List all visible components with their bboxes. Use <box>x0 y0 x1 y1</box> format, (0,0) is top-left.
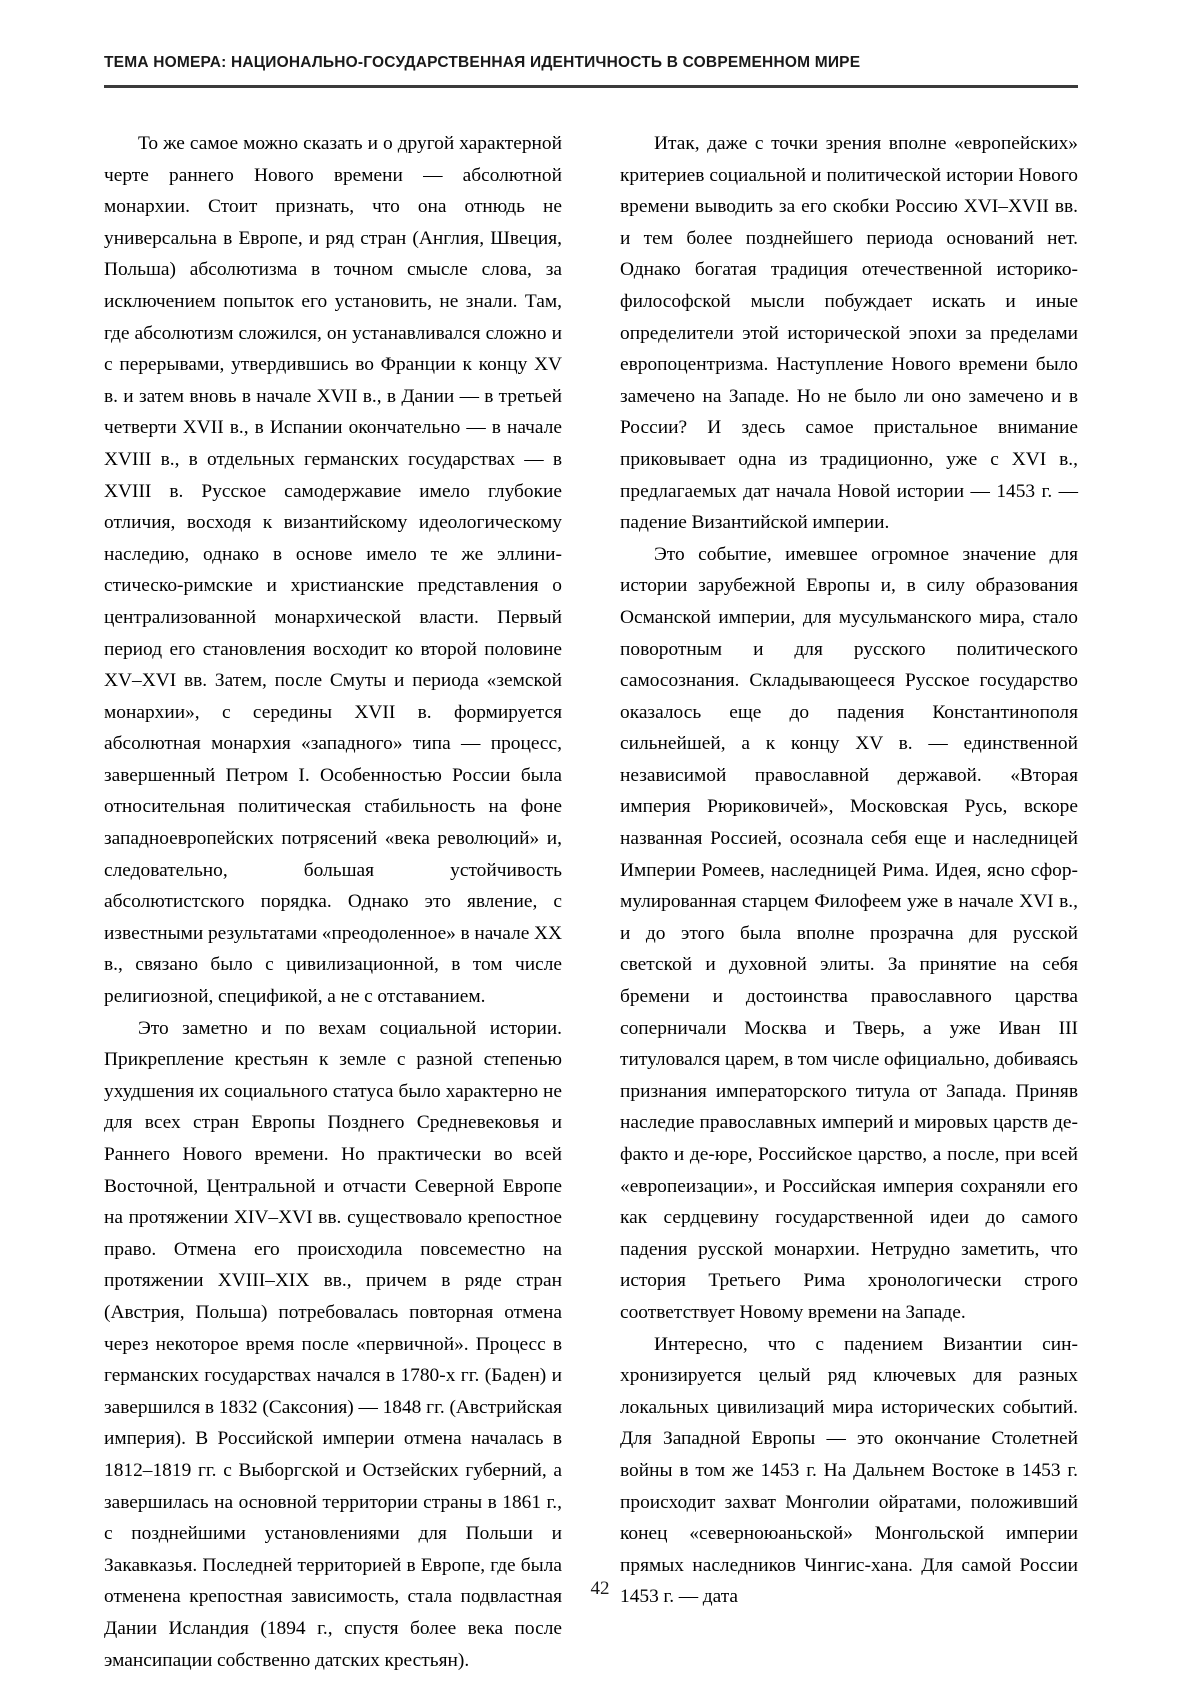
paragraph: Интересно, что с падением Византии синхронизируется целый ряд ключевых для разных локальных цивилизаций мира исторических событий. Для Западной Европы — это окончание Столетней войны в том же 1453 г. На Дальнем Востоке в 1453 г. происходит захват Монголии ойратами, положивший конец «северноюаньской» Монгольской империи прямых наследников Чингис-хана. Для самой России 1453 г. — дата <box>620 1333 1078 1608</box>
header-rule <box>104 85 1078 88</box>
page-number: 42 <box>590 1578 610 1599</box>
running-head-text: ТЕМА НОМЕРА: НАЦИОНАЛЬНО-ГОСУДАРСТВЕННАЯ ИДЕНТИЧНОСТЬ В СОВРЕМЕННОМ МИРЕ <box>104 54 861 71</box>
paragraph: То же самое можно сказать и о другой характерной черте раннего Нового времени — абсолютной монархии. Стоит признать, что она отнюдь не универсальна в Европе, и ряд стран (Англия, Швеция, Польша) абсолютизма в точном смысле слова, за исключением попыток его установить, не знали. Там, где абсолютизм сложился, он устанавливался сложно и с перерывами, утвердившись во Франции к концу XV в. и затем вновь в начале XVII в., в Дании — в третьей четверти XVII в., в Испании окончательно — в начале XVIII в., в отдельных германских государствах — в XVIII в. Русское самодержавие имело глубокие отличия, восходя к византийскому идеологическому наследию, однако в основе имело те же эллинистическо-римские и христианские представления о централизованной монархической власти. Первый период его становления восходит ко второй половине XV–XVI вв. Затем, после Смуты и периода «земской монархии», с середины XVII в. формируется абсолютная монархия «западного» типа — процесс, завершенный Петром I. Особенностью России была относительная политическая стабильность на фоне западноевропейских потрясений «века революций» и, следовательно, большая устойчивость абсолютистского порядка. Однако это явление, с известными результатами «преодоленное» в начале XX в., связано было с цивилизационной, в том числе религиозной, спецификой, а не с отставанием. <box>104 133 563 1008</box>
column-right <box>620 128 1078 1676</box>
paragraph: Это заметно и по вехам социальной истории. Прикрепление крестьян к земле с разной степенью ухудшения их социального статуса было характерно не для всех стран Европы Позднего Средневековья и Раннего Нового времени. Но практически во всей Восточной, Центральной и отчасти Северной Европе на протяжении XIV–XVI вв. существовало крепостное право. Отмена его происходила повсеместно на протяжении XVIII–XIX вв., причем в ряде стран (Австрия, Польша) потребовалась повторная отмена через некоторое время после «первичной». Процесс в германских государствах начался в 1780-х гг. (Баден) и завершился в 1832 (Саксония) — 1848 гг. (Австрийская империя). В Российской империи отмена началась в 1812–1819 гг. с Выборгской и Остзейских губерний, а завершилась на основной территории страны в 1861 г., с позднейшими установлениями для Польши и Закавказья. Последней территорией в Европе, где была отменена крепостная зависимость, стала подвластная Дании Исландия (1894 г., спустя более века после эмансипации собственно датских крестьян). <box>104 1017 562 1671</box>
column-left <box>104 128 562 1676</box>
paragraph: Итак, даже с точки зрения вполне «европейских» критериев социальной и политической истории Нового времени выводить за его скобки Россию XVI–XVII вв. и тем более позднейшего периода оснований нет. Однако богатая традиция отечественной историко-философской мысли побуждает искать и иные определители этой исторической эпохи за пределами европоцентризма. Наступление Нового времени было замечено на Западе. Но не было ли оно замечено и в России? И здесь самое пристальное внимание приковывает одна из традиционно, уже с XVI в., предлагаемых дат начала Новой истории — 1453 г. — падение Византийской империи. <box>620 133 1078 534</box>
running-head <box>104 54 1078 88</box>
paragraph: Это событие, имевшее огромное значение для истории зарубежной Европы и, в силу образования Османской империи, для мусульманского мира, стало поворотным и для русского политического самосознания. Складывающееся Русское государство оказалось еще до падения Константинополя сильнейшей, а к концу XV в. — единственной независимой православной державой. «Вторая империя Рюриковичей», Московская Русь, вскоре названная Россией, осознала себя еще и наследницей Империи Ромеев, наследницей Рима. Идея, ясно сформулированная старцем Филофеем уже в начале XVI в., и до этого была вполне прозрачна для русской светской и духовной элиты. За принятие на себя бремени и достоинства православного царства соперничали Москва и Тверь, а уже Иван III титуловался царем, в том числе официально, добиваясь признания императорского титула от Запада. Приняв наследие православных империй и мировых царств де-факто и де-юре, Российское царство, а после, при всей «европеизации», и Российская империя сохраняли его как сердцевину государственной идеи до самого падения русской монархии. Нетрудно заметить, что история Третьего Рима хронологически строго соответствует Новому времени на Западе. <box>620 543 1078 1323</box>
body-columns <box>104 128 1078 1676</box>
